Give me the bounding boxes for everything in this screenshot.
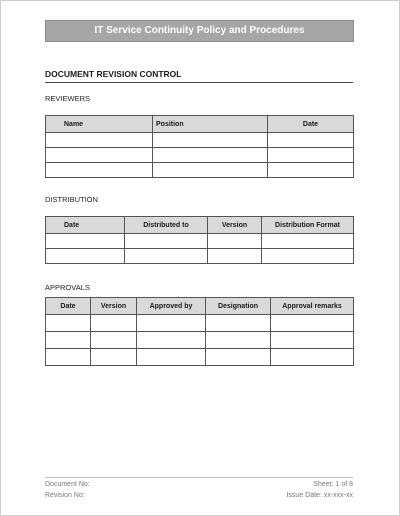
table-cell[interactable]: [206, 349, 271, 366]
approvals-col-version: Version: [91, 298, 137, 315]
reviewers-col-position: Position: [153, 116, 268, 133]
table-cell[interactable]: [271, 332, 354, 349]
table-row: [46, 249, 354, 264]
footer-revision-no: Revision No:: [45, 492, 85, 499]
distribution-col-distributed-to: Distributed to: [125, 217, 208, 234]
table-cell[interactable]: [268, 148, 354, 163]
table-cell[interactable]: [125, 234, 208, 249]
table-cell[interactable]: [271, 349, 354, 366]
table-row: [46, 133, 354, 148]
table-cell[interactable]: [208, 249, 262, 264]
table-cell[interactable]: [46, 133, 153, 148]
table-cell[interactable]: [46, 234, 125, 249]
reviewers-label: REVIEWERS: [45, 94, 91, 103]
table-cell[interactable]: [208, 234, 262, 249]
table-cell[interactable]: [46, 249, 125, 264]
table-cell[interactable]: [46, 148, 153, 163]
table-cell[interactable]: [206, 315, 271, 332]
distribution-col-format: Distribution Format: [262, 217, 354, 234]
distribution-table: [45, 216, 354, 264]
approvals-col-approved-by: Approved by: [137, 298, 206, 315]
table-row: [46, 148, 354, 163]
table-cell[interactable]: [268, 163, 354, 178]
table-row: [46, 234, 354, 249]
table-cell[interactable]: [91, 315, 137, 332]
table-cell[interactable]: [137, 349, 206, 366]
table-row: [46, 315, 354, 332]
table-cell[interactable]: [271, 315, 354, 332]
approvals-col-date: Date: [46, 298, 91, 315]
section-title: DOCUMENT REVISION CONTROL: [45, 69, 353, 83]
table-cell[interactable]: [262, 249, 354, 264]
table-row: [46, 349, 354, 366]
table-cell[interactable]: [153, 163, 268, 178]
distribution-label: DISTRIBUTION: [45, 195, 98, 204]
table-row: [46, 163, 354, 178]
table-cell[interactable]: [46, 315, 91, 332]
table-row: [46, 332, 354, 349]
table-cell[interactable]: [262, 234, 354, 249]
reviewers-col-name: Name: [46, 116, 153, 133]
table-cell[interactable]: [153, 148, 268, 163]
footer-document-no: Document No:: [45, 481, 90, 488]
table-cell[interactable]: [46, 349, 91, 366]
footer-issue-date: Issue Date: xx-xxx-xx: [286, 492, 353, 499]
approvals-table: [45, 297, 354, 366]
table-cell[interactable]: [125, 249, 208, 264]
table-cell[interactable]: [137, 315, 206, 332]
approvals-col-remarks: Approval remarks: [271, 298, 354, 315]
footer-divider: [45, 477, 353, 478]
approvals-header-row: [46, 298, 354, 315]
reviewers-col-date: Date: [268, 116, 354, 133]
document-header-title: IT Service Continuity Policy and Procedures: [45, 20, 354, 42]
footer-sheet-number: Sheet: 1 of 8: [313, 481, 353, 488]
table-cell[interactable]: [46, 163, 153, 178]
approvals-label: APPROVALS: [45, 283, 90, 292]
table-cell[interactable]: [206, 332, 271, 349]
table-cell[interactable]: [268, 133, 354, 148]
table-cell[interactable]: [91, 349, 137, 366]
reviewers-header-row: [46, 116, 354, 133]
table-cell[interactable]: [137, 332, 206, 349]
reviewers-table: [45, 115, 354, 178]
approvals-col-designation: Designation: [206, 298, 271, 315]
table-cell[interactable]: [91, 332, 137, 349]
table-cell[interactable]: [153, 133, 268, 148]
distribution-col-date: Date: [46, 217, 125, 234]
table-cell[interactable]: [46, 332, 91, 349]
distribution-header-row: [46, 217, 354, 234]
distribution-col-version: Version: [208, 217, 262, 234]
